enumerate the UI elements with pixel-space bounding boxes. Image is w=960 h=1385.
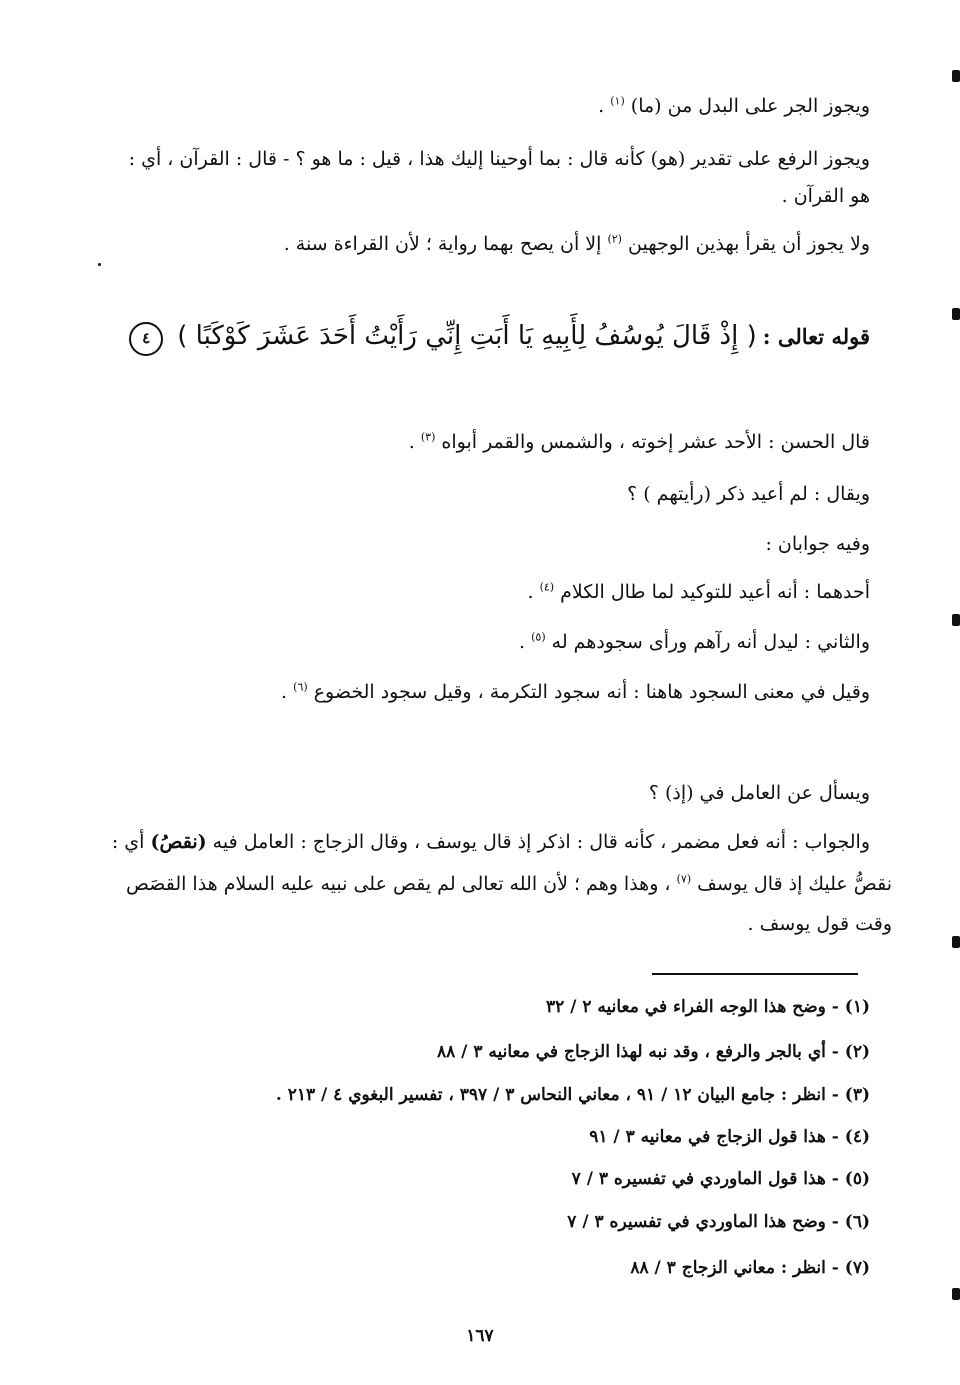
paragraph-answer-line-2: نقصُّ عليك إذ قال يوسف $^{(٧)}$ ، وهذا وهم ؛ لأن الله تعالى لم يقص على نبيه عليه السلام هذا القصَص bbox=[125, 872, 892, 895]
ayah-number-badge: ٤ bbox=[129, 322, 163, 356]
verse-line bbox=[129, 322, 870, 356]
footnote-ref-1: (١) bbox=[610, 94, 625, 108]
footnote-5: (٥) - هذا قول الماوردي في تفسيره ٣ / ٧ bbox=[571, 1169, 870, 1189]
footnote-ref-2: (٢) bbox=[607, 232, 622, 246]
footnote-separator bbox=[652, 973, 858, 975]
paragraph-hasan: قال الحسن : الأحد عشر إخوته ، والشمس والقمر أبواه $^{(٣)}$ . bbox=[408, 430, 870, 453]
paragraph-raf-line-1: ويجوز الرفع على تقدير (هو) كأنه قال : بما أوحينا إليك هذا ، قيل : ما هو ؟ - قال : القرآن ، أي : bbox=[128, 148, 870, 170]
footnote-7: (٧) - انظر : معاني الزجاج ٣ / ٨٨ bbox=[630, 1258, 870, 1278]
paragraph-answer-line-1: والجواب : أنه فعل مضمر ، كأنه قال : اذكر إذ قال يوسف ، وقال الزجاج : العامل فيه (نقصُ) أي : bbox=[111, 831, 870, 853]
paragraph-question: ويقال : لم أعيد ذكر (رأيتهم ) ؟ bbox=[627, 483, 870, 505]
paragraph-answer-2: والثاني : ليدل أنه رآهم ورأى سجودهم له $^{(٥)}$ . bbox=[519, 630, 870, 653]
footnote-ref-7: (٧) bbox=[676, 872, 692, 886]
paragraph-sujud: وقيل في معنى السجود هاهنا : أنه سجود التكرمة ، وقيل سجود الخضوع $^{(٦)}$ . bbox=[281, 680, 870, 703]
footnote-4: (٤) - هذا قول الزجاج في معانيه ٣ / ٩١ bbox=[589, 1127, 870, 1147]
footnote-1: (١) - وضح هذا الوجه الفراء في معانيه ٢ / ٣٢ bbox=[546, 997, 870, 1017]
page-number: ١٦٧ bbox=[466, 1326, 494, 1346]
bold-term: (نقصُ) bbox=[150, 831, 207, 853]
paragraph-answer-line-3: وقت قول يوسف . bbox=[747, 913, 892, 935]
binding-mark bbox=[952, 936, 960, 948]
binding-mark bbox=[952, 70, 960, 82]
paragraph-raf-line-2: هو القرآن . bbox=[781, 185, 870, 207]
paragraph-amil-question: ويسأل عن العامل في (إذ) ؟ bbox=[648, 782, 870, 804]
paragraph-answer-1: أحدهما : أنه أعيد للتوكيد لما طال الكلام $^{(٤)}$ . bbox=[527, 580, 870, 603]
binding-mark bbox=[952, 1288, 960, 1300]
paragraph-jarr: ويجوز الجر على البدل من (ما) $^{(١)}$ . bbox=[598, 94, 870, 117]
footnote-2: (٢) - أي بالجر والرفع ، وقد نبه لهذا الزجاج في معانيه ٣ / ٨٨ bbox=[437, 1042, 870, 1062]
footnote-ref-3: (٣) bbox=[420, 430, 436, 444]
footnote-3: (٣) - انظر : جامع البيان ١٢ / ٩١ ، معاني النحاس ٣ / ٣٩٧ ، تفسير البغوي ٤ / ٢١٣ . bbox=[275, 1085, 870, 1105]
verse-label: قوله تعالى : bbox=[762, 324, 870, 349]
footnote-ref-5: (٥) bbox=[531, 630, 546, 644]
scan-speck bbox=[98, 263, 101, 266]
binding-mark bbox=[952, 308, 960, 320]
footnote-ref-4: (٤) bbox=[539, 580, 555, 594]
binding-mark bbox=[952, 614, 960, 626]
footnote-6: (٦) - وضح هذا الماوردي في تفسيره ٣ / ٧ bbox=[567, 1212, 870, 1232]
verse-text: ( إِذْ قَالَ يُوسُفُ لِأَبِيهِ يَا أَبَتِ إِنِّي رَأَيْتُ أَحَدَ عَشَرَ كَوْكَبًا ) bbox=[177, 321, 757, 351]
paragraph-qiraa: ولا يجوز أن يقرأ بهذين الوجهين $^{(٢)}$ إلا أن يصح بهما رواية ؛ لأن القراءة سنة . bbox=[283, 232, 870, 255]
footnote-ref-6: (٦) bbox=[293, 680, 308, 694]
paragraph-two-answers: وفيه جوابان : bbox=[765, 533, 870, 555]
